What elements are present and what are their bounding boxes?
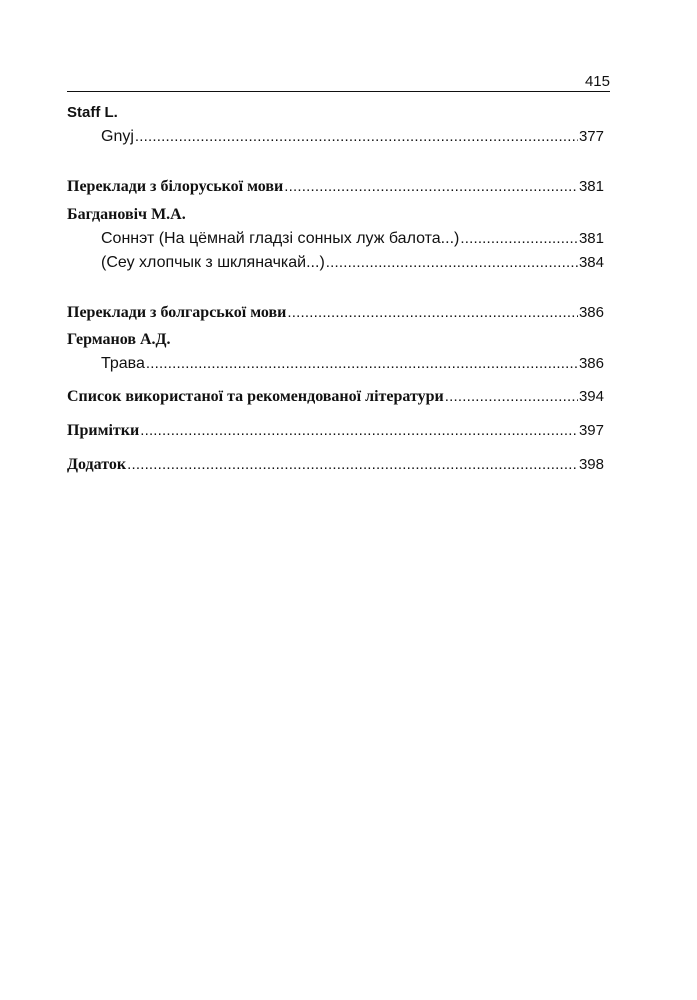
dot-leader bbox=[140, 422, 578, 439]
dot-leader bbox=[326, 254, 578, 271]
header-rule bbox=[67, 91, 610, 92]
toc-backmatter-entry[interactable] bbox=[67, 422, 604, 440]
toc-entry-page: 386 bbox=[578, 355, 604, 372]
toc-backmatter-entry[interactable] bbox=[67, 388, 604, 406]
dot-leader bbox=[284, 178, 578, 195]
toc-entry[interactable] bbox=[101, 230, 604, 248]
dot-leader bbox=[135, 128, 578, 145]
dot-leader bbox=[460, 230, 578, 247]
toc-entry-title: Сoннэт (На цёмнай гладзі сонных луж балота...) bbox=[101, 230, 460, 247]
toc-entry-page: 384 bbox=[578, 254, 604, 271]
toc-backmatter-title: Примітки bbox=[67, 422, 140, 439]
toc-entry-page: 377 bbox=[578, 128, 604, 145]
dot-leader bbox=[127, 456, 578, 473]
toc-entry-page: 381 bbox=[578, 230, 604, 247]
toc-entry-title: Трава bbox=[101, 355, 145, 372]
author-heading: Багдановіч М.А. bbox=[67, 206, 186, 223]
author-heading: Германов А.Д. bbox=[67, 331, 171, 348]
toc-backmatter-page: 397 bbox=[578, 422, 604, 439]
toc-entry[interactable] bbox=[101, 254, 604, 272]
toc-entry[interactable] bbox=[101, 128, 604, 146]
toc-section-title: Переклади з болгарської мови bbox=[67, 304, 287, 321]
toc-backmatter-title: Список використаної та рекомендованої літератури bbox=[67, 388, 444, 405]
toc-backmatter-entry[interactable] bbox=[67, 456, 604, 474]
toc-entry-title: Gnyj bbox=[101, 128, 134, 145]
toc-backmatter-page: 394 bbox=[578, 388, 604, 405]
page-number: 415 bbox=[584, 73, 610, 90]
toc-section-page: 381 bbox=[578, 178, 604, 195]
toc-section-heading[interactable] bbox=[67, 304, 604, 322]
toc-entry[interactable] bbox=[101, 355, 604, 373]
dot-leader bbox=[445, 388, 578, 405]
toc-section-page: 386 bbox=[578, 304, 604, 321]
toc-backmatter-title: Додаток bbox=[67, 456, 127, 473]
toc-section-title: Переклади з білоруської мови bbox=[67, 178, 284, 195]
toc-backmatter-page: 398 bbox=[578, 456, 604, 473]
dot-leader bbox=[146, 355, 578, 372]
toc-section-heading[interactable] bbox=[67, 178, 604, 196]
toc-entry-title: (Сеу хлопчык з шкляначкай...) bbox=[101, 254, 325, 271]
dot-leader bbox=[287, 304, 578, 321]
author-heading: Staff L. bbox=[67, 104, 118, 121]
